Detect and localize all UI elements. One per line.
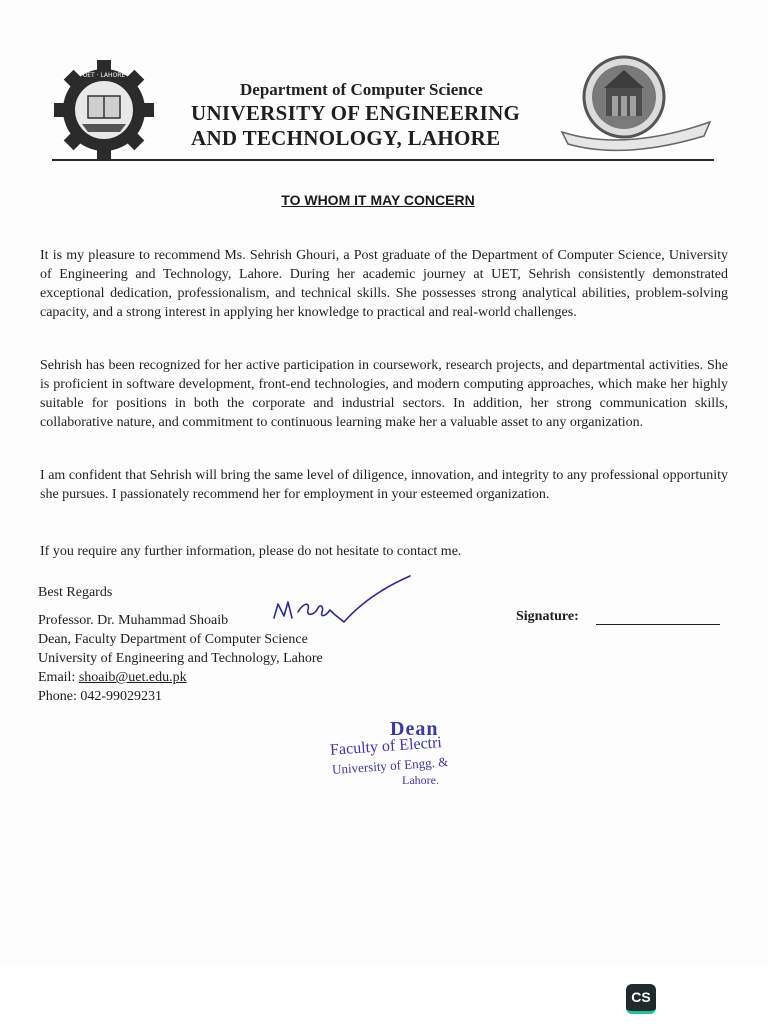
signatory-phone: Phone: 042-99029231: [38, 689, 163, 704]
stamp-line-1: Dean: [390, 718, 439, 740]
signatory-email-row: [38, 668, 438, 687]
building-seal-logo: [554, 52, 716, 156]
stamp-line-4: Lahore.: [402, 773, 439, 787]
university-line-1: UNIVERSITY OF ENGINEERING: [191, 101, 521, 125]
paragraph-3: I am confident that Sehrish will bring the same level of diligence, innovation, and integrity to any professional opportunity she pursues. I passionately recommend her for employment in your esteemed organization.: [40, 468, 728, 502]
svg-text:UET · LAHORE: UET · LAHORE: [82, 72, 126, 79]
letter-title: TO WHOM IT MAY CONCERN: [281, 192, 475, 208]
uet-gear-logo: [52, 60, 156, 160]
signatory-institution: University of Engineering and Technology, Lahore: [38, 651, 323, 666]
handwritten-signature: [268, 572, 418, 632]
department-name: Department of Computer Science: [240, 80, 483, 99]
paragraph-2: Sehrish has been recognized for her active participation in coursework, research projects, and departmental activities. She is proficient in software development, front-end technologies, and modern computing approaches, which make her highly suitable for positions in both the corporate and industrial sectors. In addition, her strong communication skills, collaborative nature, and commitment to continuous learning make her a valuable asset to any organization.: [40, 358, 728, 430]
email-link[interactable]: shoaib@uet.edu.pk: [78, 670, 187, 685]
stamp-line-3: University of Engg. &: [331, 753, 449, 778]
signature-line[interactable]: [596, 624, 720, 625]
email-label: Email:: [38, 670, 76, 685]
signatory-name: Professor. Dr. Muhammad Shoaib: [38, 613, 229, 628]
university-line-2: AND TECHNOLOGY, LAHORE: [191, 126, 501, 150]
paragraph-1: It is my pleasure to recommend Ms. Sehrish Ghouri, a Post graduate of the Department of Computer Science, University of Engineering and Technology, Lahore. During her academic journey at UET, Sehrish consistently demonstrated exceptional dedication, professionalism, and technical skills. She possesses strong analytical abilities, problem-solving capacity, and a strong interest in applying her knowledge to practical and real-world challenges.: [40, 248, 728, 320]
university-name: [191, 101, 551, 151]
signatory-title: Dean, Faculty Department of Computer Science: [38, 632, 308, 647]
signature-label: Signature:: [516, 609, 579, 624]
camscanner-badge-icon: CS: [626, 984, 656, 1014]
stamp-line-2: Faculty of Electri: [329, 734, 443, 759]
closing: Best Regards: [38, 585, 113, 600]
paragraph-4: If you require any further information, please do not hesitate to contact me.: [40, 544, 462, 559]
dean-stamp: [322, 718, 482, 788]
header-rule: [52, 159, 714, 161]
